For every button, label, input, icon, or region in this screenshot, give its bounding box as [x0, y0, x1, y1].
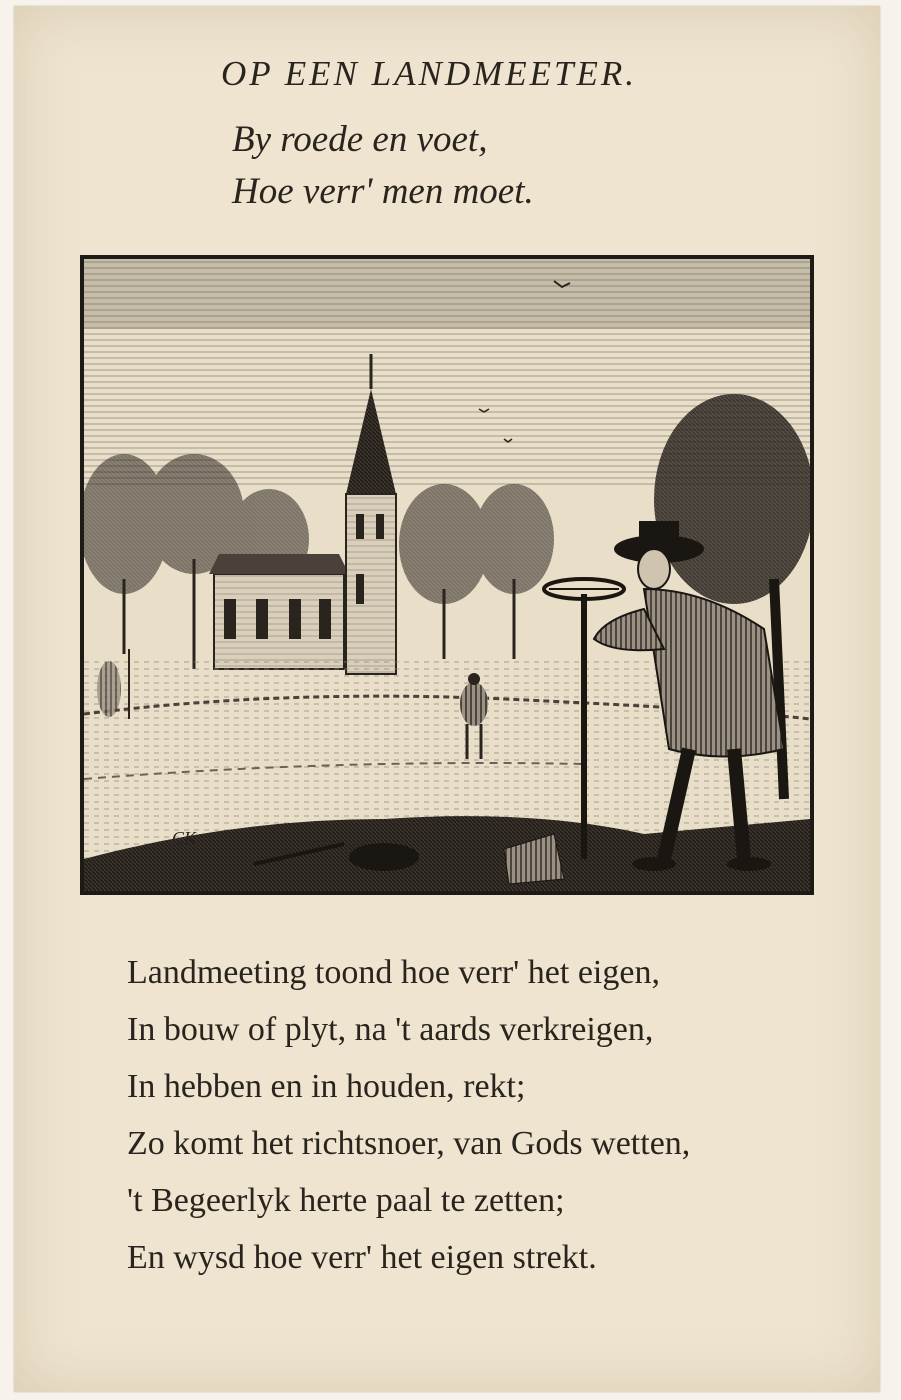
poem-line-6: En wysd hoe verr' het eigen strekt. — [127, 1239, 597, 1276]
engraver-signature: CK — [172, 828, 197, 848]
motto-line-2: Hoe verr' men moet. — [232, 171, 534, 212]
poem-line-5: 't Begeerlyk herte paal te zetten; — [127, 1182, 565, 1219]
page-title: OP EEN LANDMEETER. — [221, 54, 637, 93]
poem-line-4: Zo komt het richtsnoer, van Gods wetten, — [127, 1125, 691, 1162]
motto-line-1: By roede en voet, — [232, 119, 488, 160]
poem-line-1: Landmeeting toond hoe verr' het eigen, — [127, 954, 660, 991]
poem-line-2: In bouw of plyt, na 't aards verkreigen, — [127, 1011, 654, 1048]
engraving-illustration — [80, 255, 814, 895]
poem-line-3: In hebben en in houden, rekt; — [127, 1068, 526, 1105]
print-page — [14, 6, 880, 1392]
poem — [127, 944, 690, 1286]
